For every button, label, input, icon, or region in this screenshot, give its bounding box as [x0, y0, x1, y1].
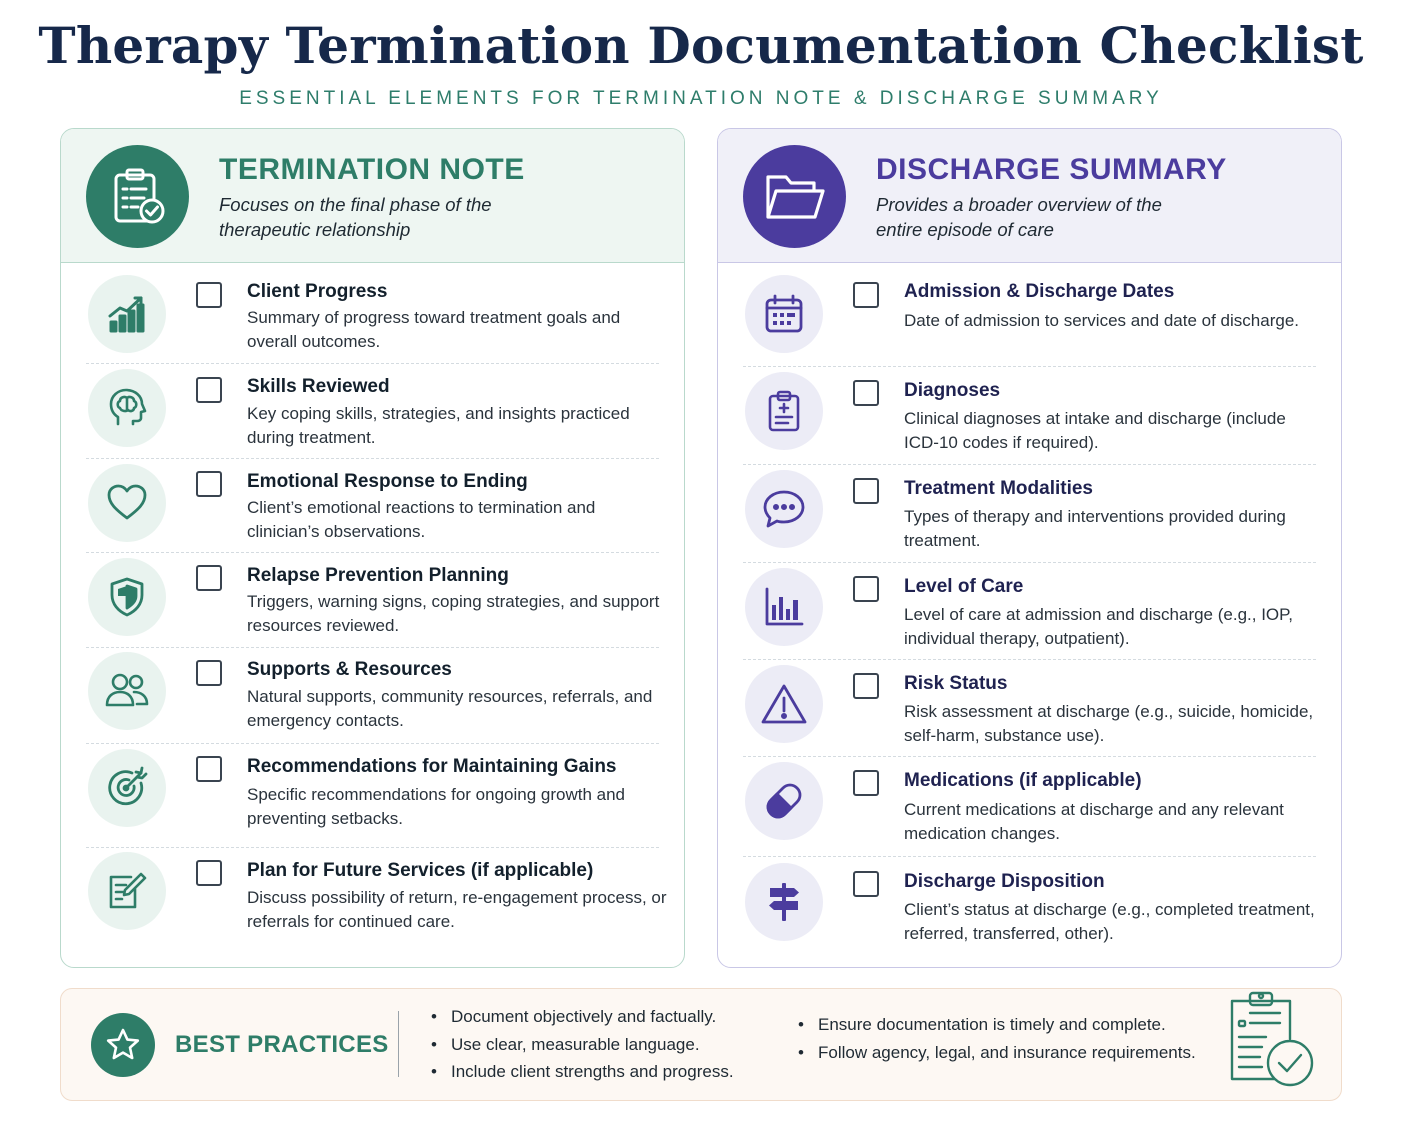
- item-description: Current medications at discharge and any relevant medication changes.: [904, 800, 1284, 843]
- divider: [743, 659, 1316, 660]
- divider: [86, 647, 659, 648]
- divider: [743, 756, 1316, 757]
- item-title: Plan for Future Services (if applicable): [247, 860, 594, 881]
- chat-bubble-icon: [745, 470, 823, 548]
- clipboard-medical-icon: [745, 372, 823, 450]
- item-title: Client Progress: [247, 281, 388, 302]
- shield-icon: [88, 558, 166, 636]
- item-description: Natural supports, community resources, referrals, and emergency contacts.: [247, 687, 653, 730]
- divider: [743, 366, 1316, 367]
- discharge-summary-description: Provides a broader overview of the entire episode of care: [876, 194, 1162, 240]
- relapse-prevention-checkbox[interactable]: [196, 565, 222, 591]
- calendar-icon: [745, 275, 823, 353]
- item-description: Types of therapy and interventions provided during treatment.: [904, 507, 1286, 550]
- item-title: Medications (if applicable): [904, 770, 1142, 791]
- termination-note-description: Focuses on the final phase of the therapeutic relationship: [219, 194, 492, 240]
- divider: [86, 458, 659, 459]
- item-title: Risk Status: [904, 673, 1008, 694]
- supports-resources-checkbox[interactable]: [196, 660, 222, 686]
- item-description: Key coping skills, strategies, and insights practiced during treatment.: [247, 404, 630, 447]
- item-description: Level of care at admission and discharge (e.g., IOP, individual therapy, outpatient).: [904, 605, 1294, 648]
- future-services-checkbox[interactable]: [196, 860, 222, 886]
- item-title: Skills Reviewed: [247, 376, 390, 397]
- discharge-summary-header: [718, 129, 1341, 263]
- item-title: Admission & Discharge Dates: [904, 281, 1175, 302]
- item-description: Date of admission to services and date of discharge.: [904, 311, 1299, 330]
- clipboard-check-icon: [1226, 989, 1318, 1089]
- discharge-disposition-checkbox[interactable]: [853, 871, 879, 897]
- list-item: • Include client strengths and progress.: [431, 1058, 734, 1086]
- item-title: Level of Care: [904, 576, 1024, 597]
- item-description: Clinical diagnoses at intake and discharge (include ICD-10 codes if required).: [904, 409, 1286, 452]
- best-practices-box: [60, 988, 1342, 1101]
- termination-note-title: TERMINATION NOTE: [219, 153, 525, 186]
- discharge-summary-panel: [717, 128, 1342, 968]
- skills-reviewed-checkbox[interactable]: [196, 377, 222, 403]
- target-icon: [88, 749, 166, 827]
- admission-dates-checkbox[interactable]: [853, 282, 879, 308]
- diagnoses-checkbox[interactable]: [853, 380, 879, 406]
- bar-chart-icon: [745, 568, 823, 646]
- treatment-modalities-checkbox[interactable]: [853, 478, 879, 504]
- recommendations-checkbox[interactable]: [196, 756, 222, 782]
- pill-icon: [745, 762, 823, 840]
- medications-checkbox[interactable]: [853, 770, 879, 796]
- divider: [743, 464, 1316, 465]
- termination-note-header: [61, 129, 684, 263]
- item-description: Risk assessment at discharge (e.g., suicide, homicide, self-harm, substance use).: [904, 702, 1314, 745]
- item-title: Diagnoses: [904, 380, 1001, 401]
- item-description: Discuss possibility of return, re-engagement process, or referrals for continued care.: [247, 888, 667, 931]
- edit-note-icon: [88, 852, 166, 930]
- item-title: Relapse Prevention Planning: [247, 565, 509, 586]
- item-description: Triggers, warning signs, coping strategies, and support resources reviewed.: [247, 592, 660, 635]
- heart-icon: [88, 464, 166, 542]
- item-title: Emotional Response to Ending: [247, 471, 528, 492]
- best-practices-list-two: [798, 1011, 1196, 1066]
- divider: [86, 743, 659, 744]
- item-title: Recommendations for Maintaining Gains: [247, 756, 617, 777]
- item-title: Discharge Disposition: [904, 871, 1105, 892]
- emotional-response-checkbox[interactable]: [196, 471, 222, 497]
- list-item: • Document objectively and factually.: [431, 1003, 734, 1031]
- divider: [743, 562, 1316, 563]
- star-icon: [91, 1013, 155, 1077]
- divider: [398, 1011, 399, 1077]
- item-description: Client’s status at discharge (e.g., completed treatment, referred, transferred, other).: [904, 900, 1315, 943]
- item-description: Specific recommendations for ongoing growth and preventing setbacks.: [247, 785, 625, 828]
- people-icon: [88, 652, 166, 730]
- level-of-care-checkbox[interactable]: [853, 576, 879, 602]
- brain-head-icon: [88, 369, 166, 447]
- divider: [86, 552, 659, 553]
- folder-icon: [743, 145, 846, 248]
- client-progress-checkbox[interactable]: [196, 282, 222, 308]
- clipboard-check-icon: [86, 145, 189, 248]
- list-item: • Use clear, measurable language.: [431, 1031, 734, 1059]
- item-title: Supports & Resources: [247, 659, 452, 680]
- list-item: • Follow agency, legal, and insurance requirements.: [798, 1039, 1196, 1067]
- page-subtitle: ESSENTIAL ELEMENTS FOR TERMINATION NOTE & DISCHARGE SUMMARY: [239, 88, 1163, 109]
- page-title: Therapy Termination Documentation Checklist: [38, 16, 1364, 75]
- divider: [743, 856, 1316, 857]
- termination-note-panel: [60, 128, 685, 968]
- divider: [86, 847, 659, 848]
- discharge-summary-title: DISCHARGE SUMMARY: [876, 153, 1227, 186]
- growth-chart-icon: [88, 275, 166, 353]
- item-description: Summary of progress toward treatment goals and overall outcomes.: [247, 308, 621, 351]
- best-practices-list-one: [431, 1003, 734, 1086]
- best-practices-title: BEST PRACTICES: [175, 1031, 389, 1058]
- risk-status-checkbox[interactable]: [853, 673, 879, 699]
- item-description: Client’s emotional reactions to termination and clinician’s observations.: [247, 498, 596, 541]
- divider: [86, 363, 659, 364]
- item-title: Treatment Modalities: [904, 478, 1093, 499]
- signpost-icon: [745, 863, 823, 941]
- warning-icon: [745, 665, 823, 743]
- list-item: • Ensure documentation is timely and complete.: [798, 1011, 1196, 1039]
